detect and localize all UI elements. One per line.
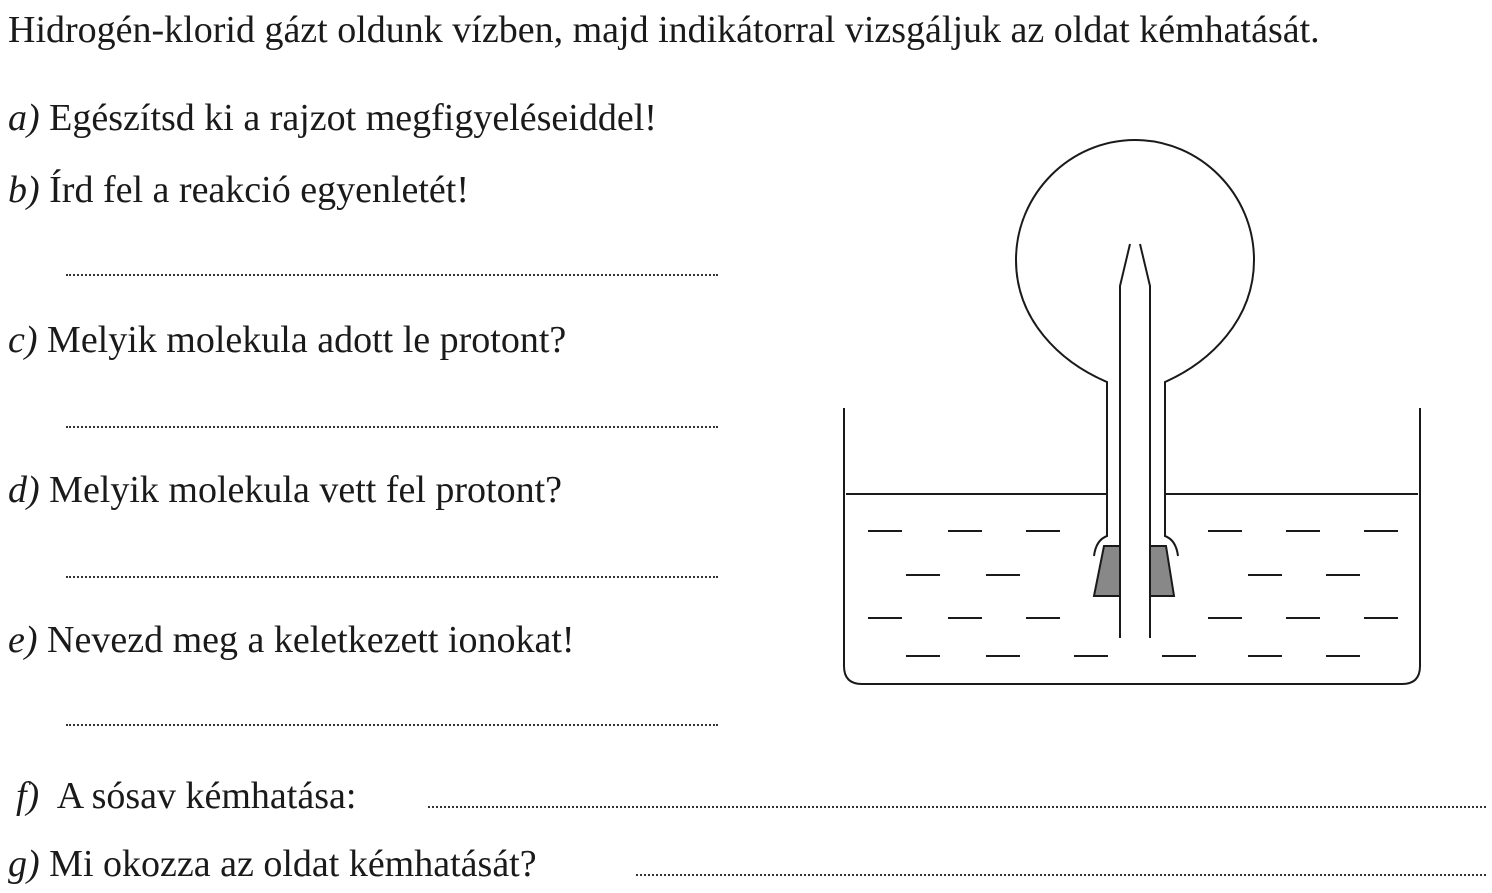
- question-d-letter: d): [8, 469, 40, 511]
- intro-text: Hidrogén-klorid gázt oldunk vízben, majd indikátorral vizsgáljuk az oldat kémhatását.: [8, 9, 1320, 51]
- question-a-letter: a): [8, 97, 40, 139]
- question-g-letter: g): [8, 843, 40, 885]
- question-f-letter: f): [16, 775, 40, 817]
- question-e: [8, 618, 575, 662]
- question-a: [8, 96, 657, 140]
- question-e-text: Nevezd meg a keletkezett ionokat!: [47, 619, 575, 661]
- answer-line-c[interactable]: [66, 426, 718, 428]
- question-f: [16, 774, 356, 818]
- question-a-text: Egészítsd ki a rajzot megfigyeléseiddel!: [49, 97, 657, 139]
- question-c-letter: c): [8, 319, 38, 361]
- question-d: [8, 468, 562, 512]
- question-b-text: Írd fel a reakció egyenletét!: [49, 169, 470, 211]
- question-e-letter: e): [8, 619, 38, 661]
- answer-line-f[interactable]: [428, 806, 1486, 808]
- question-d-text: Melyik molekula vett fel protont?: [49, 469, 563, 511]
- question-c-text: Melyik molekula adott le protont?: [47, 319, 567, 361]
- answer-line-b[interactable]: [66, 274, 718, 276]
- question-b-letter: b): [8, 169, 40, 211]
- answer-line-e[interactable]: [66, 724, 718, 726]
- question-g-text: Mi okozza az oldat kémhatását?: [49, 843, 537, 885]
- stopper-hole: [1120, 544, 1150, 598]
- answer-line-d[interactable]: [66, 576, 718, 578]
- question-c: [8, 318, 566, 362]
- question-b: [8, 168, 469, 212]
- question-g: [8, 842, 537, 886]
- answer-line-g[interactable]: [636, 874, 1486, 876]
- question-f-text: A sósav kémhatása:: [56, 775, 357, 817]
- fountain-experiment-drawing: [830, 100, 1430, 700]
- flask-outline: [1016, 140, 1254, 498]
